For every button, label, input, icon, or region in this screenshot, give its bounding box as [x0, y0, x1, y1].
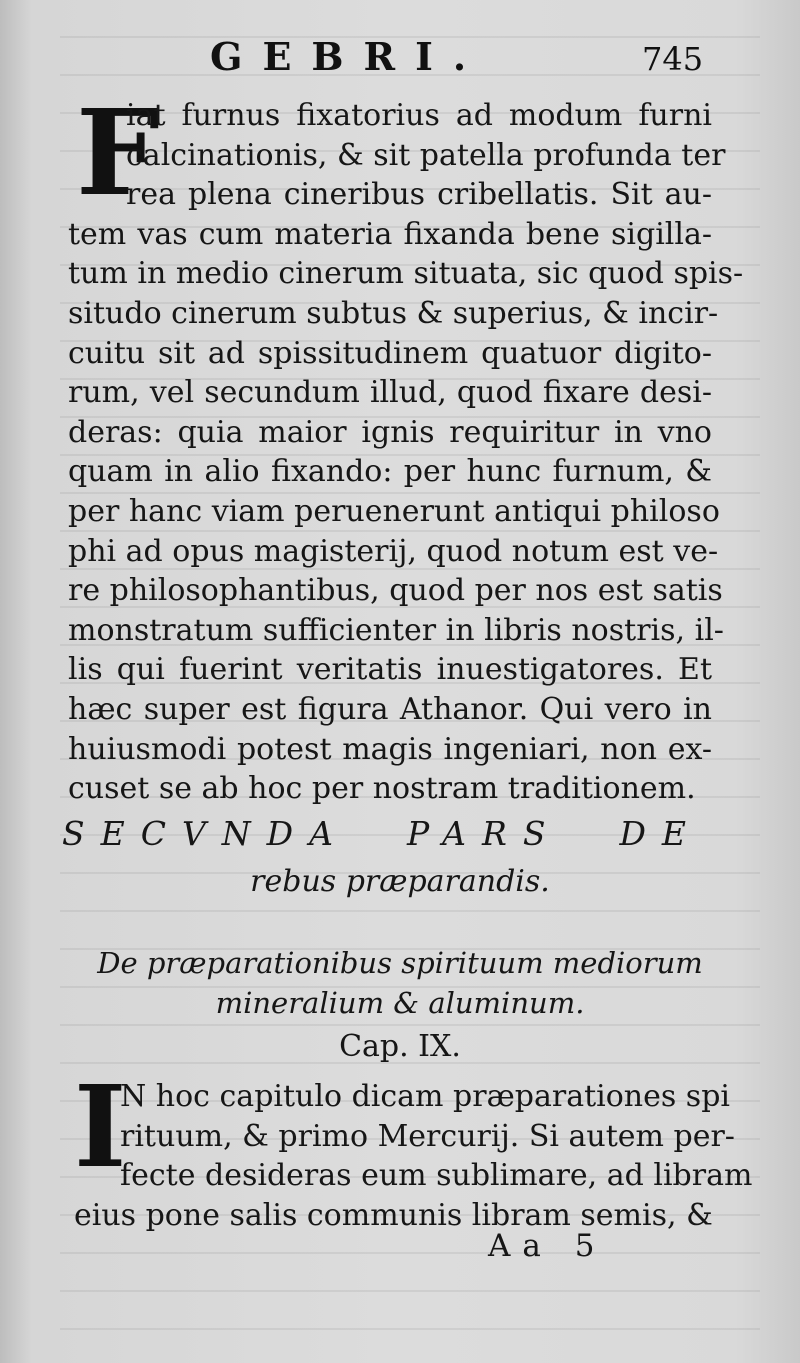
text-line: tum in medio cinerum situata, sic quod spis- — [68, 256, 744, 292]
chapter-title-line2: mineralium & aluminum. — [215, 986, 585, 1020]
text-line: iat furnus fixatorius ad modum furni — [126, 98, 712, 133]
signature-mark: Aa 5 — [488, 1228, 607, 1264]
text-line: rea plena cineribus cribellatis. Sit au- — [126, 177, 712, 213]
text-line: tem vas cum materia fixanda bene sigilla- — [68, 216, 712, 252]
text-line: cuitu sit ad spissitudinem quatuor digito- — [68, 335, 712, 371]
chapter-title-line1: De præparationibus spirituum mediorum — [97, 946, 703, 980]
text-line: N hoc capitulo dicam præparationes spi — [120, 1079, 731, 1114]
drop-cap-i: I — [74, 1062, 127, 1193]
text-line: hæc super est figura Athanor. Qui vero in — [68, 691, 712, 727]
page-number: 745 — [642, 40, 704, 78]
text-line: re philosophantibus, quod per nos est satis — [68, 573, 723, 609]
text-line: huiusmodi potest magis ingeniari, non ex- — [68, 731, 712, 767]
drop-cap-f: F — [76, 83, 160, 222]
running-head: GEBRI. — [210, 34, 487, 79]
text-line: rum, vel secundum illud, quod fixare desi- — [68, 375, 712, 411]
paragraph-athanor — [68, 83, 744, 809]
chapter-label: Cap. IX. — [339, 1029, 461, 1064]
text-line: fecte desideras eum sublimare, ad libram — [120, 1158, 753, 1194]
text-line: situdo cinerum subtus & superius, & incir- — [68, 295, 719, 331]
text-line: lis qui fuerint veritatis inuestigatores. Et — [68, 652, 712, 688]
text-line: calcinationis, & sit patella profunda ter — [126, 137, 726, 173]
section-title: SECVNDA PARS DE — [62, 814, 702, 853]
text-line: cuset se ab hoc per nostram traditionem. — [68, 771, 696, 807]
section-subtitle: rebus præparandis. — [250, 864, 550, 899]
text-line: quam in alio fixando: per hunc furnum, & — [68, 454, 712, 490]
text-line: rituum, & primo Mercurij. Si autem per- — [120, 1118, 735, 1154]
text-line: eius pone salis communis libram semis, & — [74, 1197, 713, 1233]
paragraph-mercury — [74, 1077, 753, 1235]
text-line: phi ad opus magisterij, quod notum est ve- — [68, 533, 719, 569]
text-line: deras: quia maior ignis requiritur in vno — [68, 414, 712, 450]
text-line: per hanc viam peruenerunt antiqui philoso — [68, 493, 720, 529]
text-line: monstratum sufficienter in libris nostris, il- — [68, 612, 724, 648]
